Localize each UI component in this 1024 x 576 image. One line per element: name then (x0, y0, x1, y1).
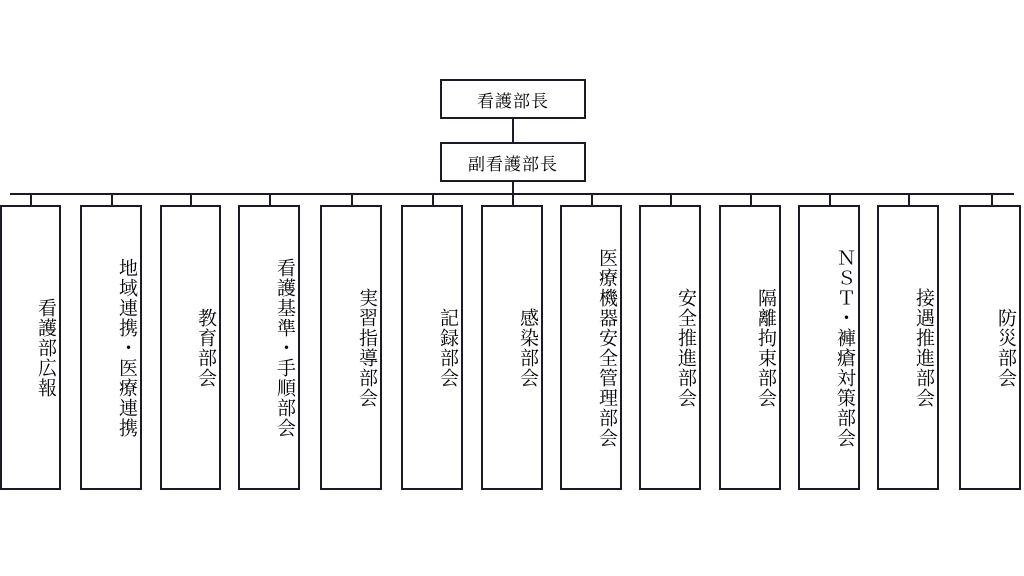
node-label: 医療機器安全管理部会 (596, 247, 617, 448)
node-committee-1 (0, 205, 61, 490)
node-committee-2 (80, 205, 142, 490)
node-label: ＮＳＴ・褲瘡対策部会 (834, 247, 855, 448)
connector-drop-1 (30, 193, 32, 205)
node-committee-7 (481, 205, 543, 490)
node-label: 教育部会 (195, 307, 216, 388)
node-label: 地域連携・医療連携 (116, 257, 137, 438)
node-director (440, 79, 586, 119)
node-deputy-director (440, 142, 586, 182)
node-committee-12 (877, 205, 939, 490)
connector-drop-9 (670, 193, 672, 205)
node-label: 実習指導部会 (356, 287, 377, 408)
node-committee-13 (959, 205, 1021, 490)
connector-drop-3 (190, 193, 192, 205)
connector-drop-13 (991, 193, 993, 205)
node-committee-11 (798, 205, 860, 490)
connector-drop-8 (591, 193, 593, 205)
node-label: 隔離拘束部会 (755, 287, 776, 408)
node-label: 接遇推進部会 (913, 287, 934, 408)
connector-drop-11 (829, 193, 831, 205)
connector-drop-12 (908, 193, 910, 205)
node-committee-6 (401, 205, 463, 490)
node-label: 感染部会 (517, 307, 538, 388)
connector-drop-4 (269, 193, 271, 205)
node-committee-4 (238, 205, 300, 490)
node-label: 記録部会 (437, 307, 458, 388)
connector-drop-6 (432, 193, 434, 205)
node-committee-9 (639, 205, 701, 490)
node-label: 安全推進部会 (675, 287, 696, 408)
connector-drop-5 (351, 193, 353, 205)
connector-drop-2 (111, 193, 113, 205)
node-committee-10 (719, 205, 781, 490)
node-committee-8 (560, 205, 622, 490)
node-label: 看護基準・手順部会 (274, 257, 295, 438)
node-label: 副看護部長 (468, 154, 558, 174)
connector-drop-10 (750, 193, 752, 205)
node-committee-3 (160, 205, 221, 490)
node-label: 看護部長 (477, 91, 549, 111)
node-label: 防災部会 (995, 307, 1016, 388)
node-label: 看護部広報 (35, 297, 56, 398)
connector-drop-7 (512, 193, 514, 205)
node-committee-5 (320, 205, 382, 490)
connector-director-to-deputy (512, 119, 514, 142)
